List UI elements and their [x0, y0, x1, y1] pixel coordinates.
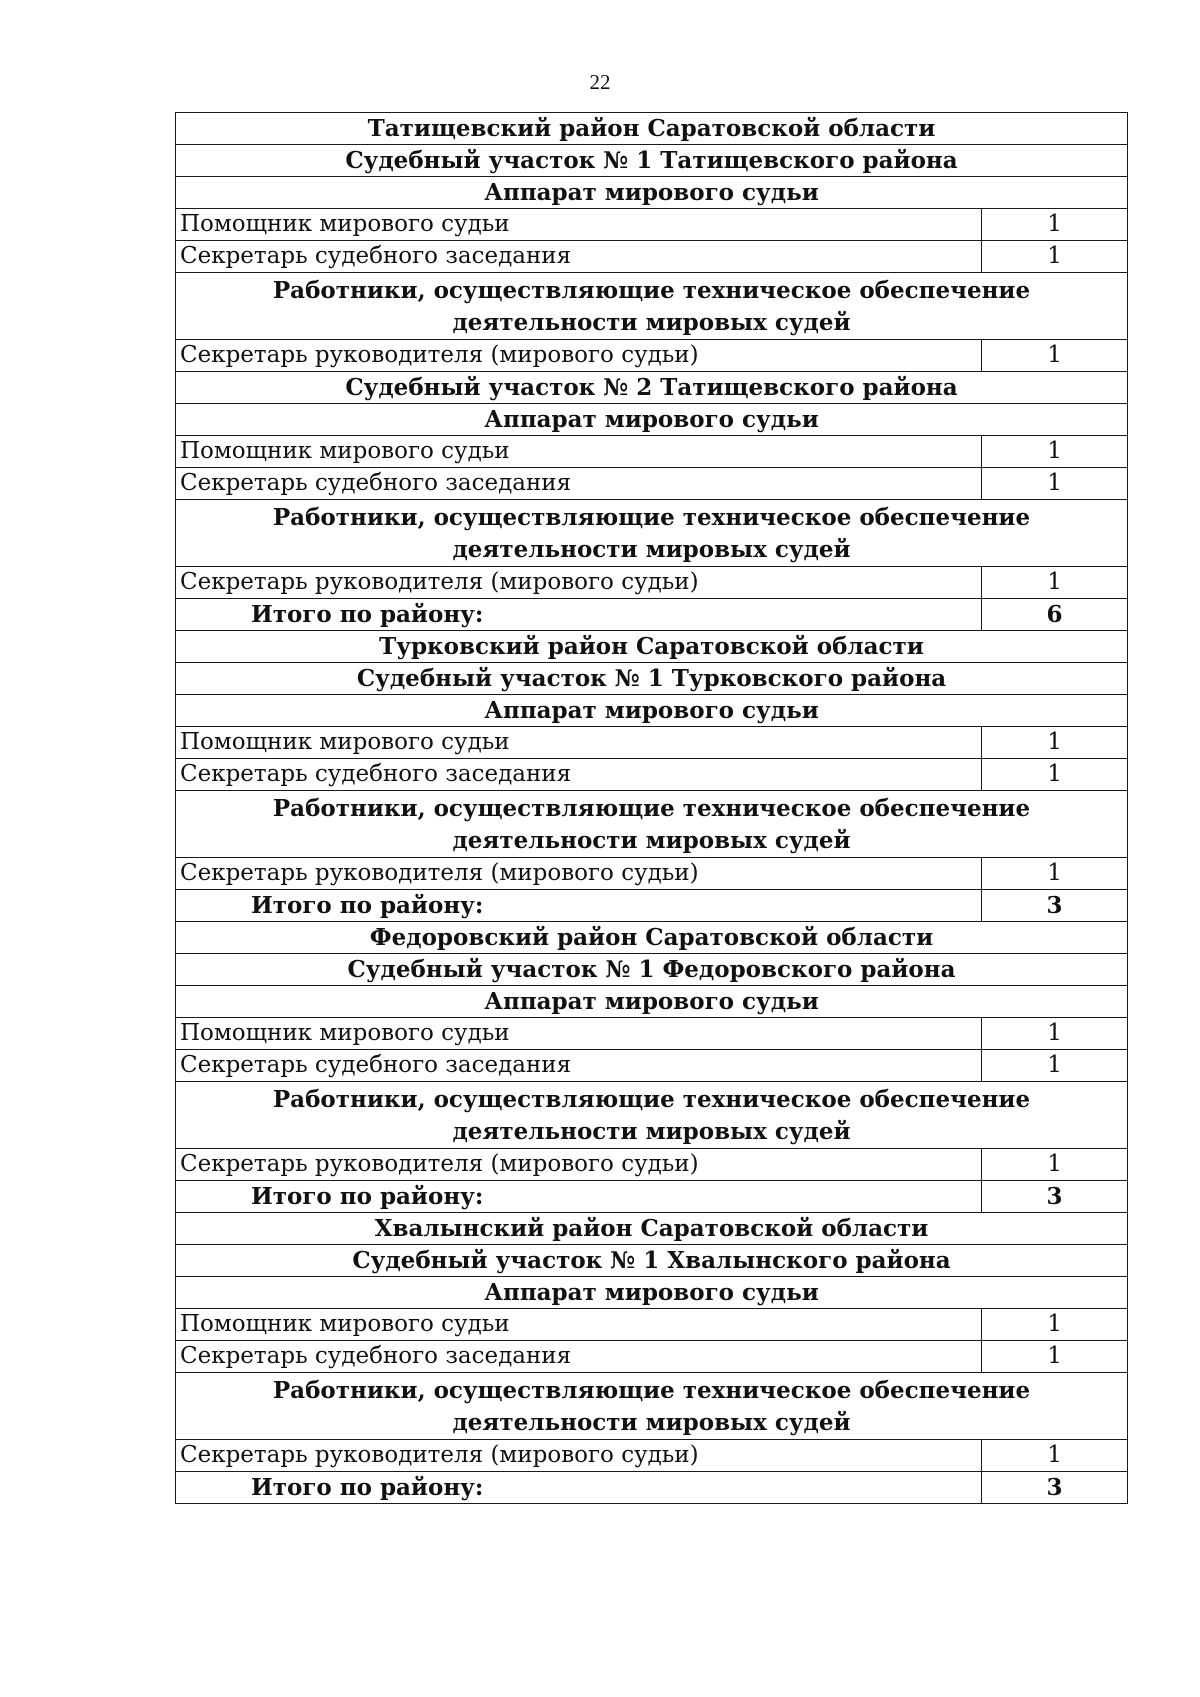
position-count: 1 [982, 1018, 1128, 1050]
position-row [176, 1050, 1128, 1082]
section-header-row [176, 791, 1128, 858]
position-count: 1 [982, 567, 1128, 599]
section-header: Федоровский район Саратовской области [176, 922, 1128, 954]
position-name: Помощник мирового судьи [176, 1309, 982, 1341]
position-name: Секретарь судебного заседания [176, 1341, 982, 1373]
position-name: Секретарь руководителя (мирового судьи) [176, 1149, 982, 1181]
district-total-label: Итого по району: [176, 599, 982, 631]
position-row [176, 567, 1128, 599]
position-name: Секретарь руководителя (мирового судьи) [176, 1440, 982, 1472]
section-header: Работники, осуществляющие техническое обеспечение деятельности мировых судей [176, 1082, 1128, 1149]
position-row [176, 1440, 1128, 1472]
section-header-row [176, 1082, 1128, 1149]
section-header-row [176, 1277, 1128, 1309]
position-name: Секретарь судебного заседания [176, 241, 982, 273]
position-name: Помощник мирового судьи [176, 209, 982, 241]
section-header: Аппарат мирового судьи [176, 404, 1128, 436]
section-header-row [176, 500, 1128, 567]
district-total-value: 3 [982, 1181, 1128, 1213]
section-header-row [176, 372, 1128, 404]
position-row [176, 1341, 1128, 1373]
section-header-row [176, 113, 1128, 145]
staffing-table [175, 112, 1128, 1504]
district-total-label: Итого по району: [176, 890, 982, 922]
section-header: Аппарат мирового судьи [176, 986, 1128, 1018]
page-number: 22 [589, 70, 611, 94]
district-total-value: 6 [982, 599, 1128, 631]
position-count: 1 [982, 209, 1128, 241]
position-count: 1 [982, 759, 1128, 791]
section-header-row [176, 1213, 1128, 1245]
district-total-value: 3 [982, 1472, 1128, 1504]
position-name: Секретарь судебного заседания [176, 1050, 982, 1082]
position-row [176, 727, 1128, 759]
position-row [176, 1149, 1128, 1181]
position-name: Секретарь судебного заседания [176, 468, 982, 500]
section-header: Аппарат мирового судьи [176, 1277, 1128, 1309]
section-header-row [176, 145, 1128, 177]
position-name: Помощник мирового судьи [176, 436, 982, 468]
position-name: Секретарь судебного заседания [176, 759, 982, 791]
section-header: Судебный участок № 1 Федоровского района [176, 954, 1128, 986]
section-header: Работники, осуществляющие техническое обеспечение деятельности мировых судей [176, 273, 1128, 340]
position-count: 1 [982, 1050, 1128, 1082]
section-header: Аппарат мирового судьи [176, 177, 1128, 209]
section-header-row [176, 663, 1128, 695]
position-row [176, 858, 1128, 890]
section-header-row [176, 273, 1128, 340]
district-total-row [176, 890, 1128, 922]
position-row [176, 1309, 1128, 1341]
district-total-row [176, 1181, 1128, 1213]
section-header-row [176, 986, 1128, 1018]
section-header: Судебный участок № 1 Хвалынского района [176, 1245, 1128, 1277]
section-header-row [176, 1373, 1128, 1440]
position-name: Помощник мирового судьи [176, 1018, 982, 1050]
district-total-value: 3 [982, 890, 1128, 922]
position-name: Секретарь руководителя (мирового судьи) [176, 567, 982, 599]
section-header: Работники, осуществляющие техническое обеспечение деятельности мировых судей [176, 791, 1128, 858]
section-header: Работники, осуществляющие техническое обеспечение деятельности мировых судей [176, 1373, 1128, 1440]
position-count: 1 [982, 468, 1128, 500]
position-count: 1 [982, 1440, 1128, 1472]
position-count: 1 [982, 1309, 1128, 1341]
section-header: Турковский район Саратовской области [176, 631, 1128, 663]
section-header: Судебный участок № 1 Турковского района [176, 663, 1128, 695]
section-header: Хвалынский район Саратовской области [176, 1213, 1128, 1245]
district-total-label: Итого по району: [176, 1472, 982, 1504]
position-row [176, 1018, 1128, 1050]
position-name: Помощник мирового судьи [176, 727, 982, 759]
position-count: 1 [982, 1341, 1128, 1373]
position-row [176, 241, 1128, 273]
position-count: 1 [982, 1149, 1128, 1181]
district-total-row [176, 599, 1128, 631]
position-name: Секретарь руководителя (мирового судьи) [176, 340, 982, 372]
position-row [176, 436, 1128, 468]
section-header: Работники, осуществляющие техническое обеспечение деятельности мировых судей [176, 500, 1128, 567]
section-header-row [176, 177, 1128, 209]
section-header: Судебный участок № 2 Татищевского района [176, 372, 1128, 404]
section-header-row [176, 631, 1128, 663]
position-count: 1 [982, 436, 1128, 468]
district-total-label: Итого по району: [176, 1181, 982, 1213]
section-header-row [176, 954, 1128, 986]
section-header-row [176, 695, 1128, 727]
section-header: Судебный участок № 1 Татищевского района [176, 145, 1128, 177]
position-count: 1 [982, 727, 1128, 759]
section-header: Аппарат мирового судьи [176, 695, 1128, 727]
section-header-row [176, 404, 1128, 436]
position-row [176, 759, 1128, 791]
position-row [176, 209, 1128, 241]
section-header: Татищевский район Саратовской области [176, 113, 1128, 145]
position-count: 1 [982, 241, 1128, 273]
position-count: 1 [982, 858, 1128, 890]
section-header-row [176, 1245, 1128, 1277]
position-count: 1 [982, 340, 1128, 372]
section-header-row [176, 922, 1128, 954]
district-total-row [176, 1472, 1128, 1504]
position-row [176, 468, 1128, 500]
position-name: Секретарь руководителя (мирового судьи) [176, 858, 982, 890]
position-row [176, 340, 1128, 372]
staffing-table-body [176, 113, 1128, 1504]
